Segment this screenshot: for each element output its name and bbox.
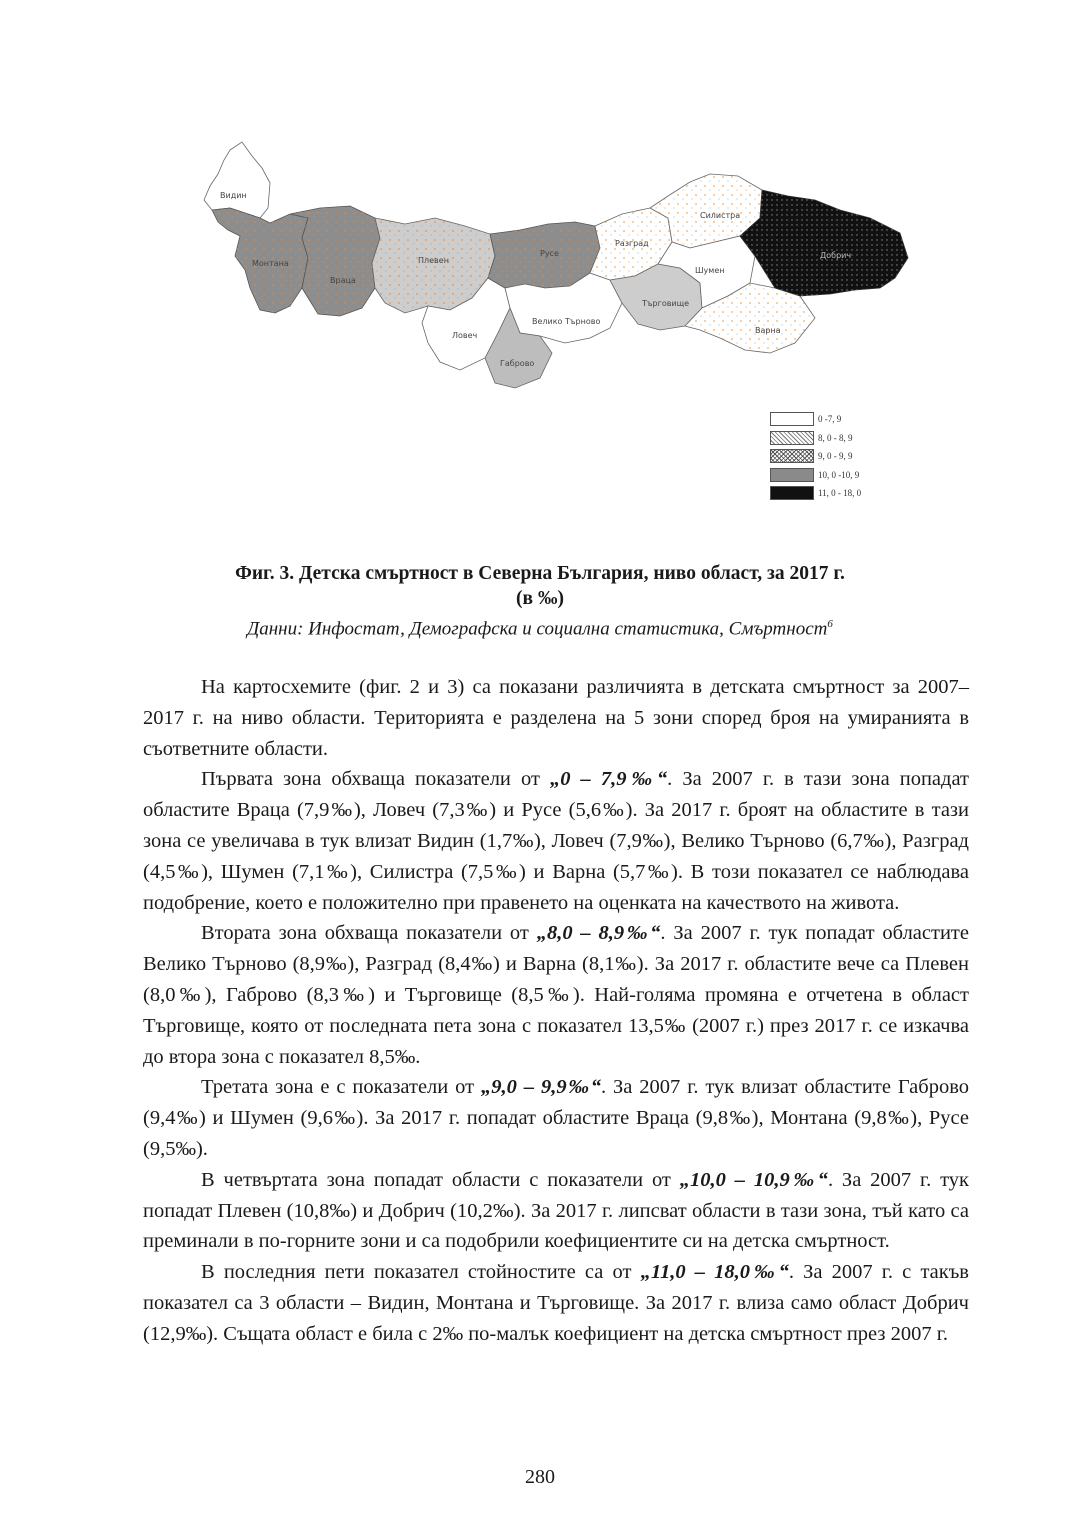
map-label-razgrad: Разград — [615, 239, 649, 248]
body-text — [143, 672, 969, 1350]
paragraph — [143, 1257, 969, 1349]
legend-swatch-hatch — [770, 431, 814, 445]
paragraph-text: Втората зона обхваща показатели от — [201, 922, 537, 945]
map-label-shumen: Шумен — [695, 266, 725, 275]
map-label-montana: Монтана — [252, 259, 289, 268]
legend-label: 8, 0 - 8, 9 — [818, 432, 853, 443]
page-number: 280 — [525, 1466, 555, 1488]
figure-caption-unit: (в ‰) — [516, 588, 564, 609]
map-label-vidin: Видин — [220, 191, 247, 200]
paragraph-text: . За 2007 г. тук попадат Плевен (10,8‰) и Добрич (10,2‰). За 2017 г. липсват области в тази зона, тъй като са преминали в по-горните зони и са подобрили коефициентите си на детска смъртност. — [143, 1168, 969, 1253]
footnote-ref: 6 — [827, 618, 833, 630]
paragraph-text: . За 2007 г. в тази зона попадат областите Враца (7,9‰), Ловеч (7,3‰) и Русе (5,6‰). За 2017 г. броят на областите в тази зона се увеличава в тук влизат Видин (1,7‰), Ловеч (7,9‰), Велико Търново (6,7‰), Разград (4,5‰), Шумен (7,1‰), Силистра (7,5‰) и Варна (5,7‰). В този показател се наблюдава подобрение, което е положително при правенето на оценката на качеството на живота. — [143, 768, 969, 914]
paragraph-text: Третата зона е с показатели от — [201, 1076, 482, 1099]
zone-range: „8,0 – 8,9‰“ — [536, 922, 661, 945]
map-label-dobrich: Добрич — [820, 251, 852, 260]
legend-swatch-white — [770, 412, 814, 426]
map-label-silistra: Силистра — [700, 211, 741, 220]
paragraph-text: . За 2007 г. тук влизат областите Габрово (9,4‰) и Шумен (9,6‰). За 2017 г. попадат областите Враца (9,8‰), Монтана (9,8‰), Русе (9,5‰). — [143, 1076, 970, 1160]
legend-item — [770, 466, 861, 485]
figure-caption-source — [0, 618, 1080, 640]
map-label-veliko-tarnovo: Велико Търново — [532, 317, 601, 326]
map-label-gabrovo: Габрово — [500, 359, 535, 368]
zone-range: „9,0 – 9,9‰“ — [481, 1076, 601, 1099]
map-label-varna: Варна — [755, 326, 781, 335]
source-text: Данни: Инфостат, Демографска и социална статистика, Смъртност — [247, 618, 828, 640]
map-label-lovech: Ловеч — [452, 331, 478, 340]
paragraph — [143, 1165, 969, 1257]
zone-range: „0 – 7,9‰“ — [549, 768, 668, 791]
legend-item — [770, 429, 861, 448]
legend-swatch-gray — [770, 468, 814, 482]
paragraph-text: Първата зона обхваща показатели от — [201, 768, 550, 791]
legend-swatch-cross — [770, 449, 814, 463]
paragraph-text: В последния пети показател стойностите са от — [201, 1261, 641, 1284]
map-label-pleven: Плевен — [418, 256, 449, 265]
legend-label: 9, 0 - 9, 9 — [818, 451, 853, 462]
choropleth-map — [190, 138, 930, 400]
legend-label: 11, 0 - 18, 0 — [818, 488, 862, 499]
map-legend — [770, 410, 861, 503]
legend-item — [770, 447, 861, 466]
zone-range: „11,0 – 18,0‰“ — [640, 1261, 789, 1284]
paragraph: На картосхемите (фиг. 2 и 3) са показани различията в детската смъртност за 2007–2017 г. на ниво области. Територията е разделена на 5 зони според броя на умиранията в съответните области. — [143, 676, 969, 760]
zone-range: „10,0 – 10,9‰“ — [679, 1168, 828, 1191]
figure-caption-title: Фиг. 3. Детска смъртност в Северна България, ниво област, за 2017 г. — [235, 563, 845, 584]
paragraph — [143, 1072, 969, 1164]
legend-item — [770, 410, 861, 429]
map-label-targovishte: Търговище — [642, 299, 690, 308]
legend-label: 0 -7, 9 — [818, 414, 842, 425]
legend-item — [770, 484, 861, 503]
paragraph-text: В четвъртата зона попадат области с показатели от — [201, 1168, 680, 1191]
paragraph-text: . За 2007 г. тук попадат областите Велико Търново (8,9‰), Разград (8,4‰) и Варна (8,1‰). За 2017 г. областите вече са Плевен (8,0‰), Габрово (8,3‰) и Търговище (8,5‰). Най-голяма промяна е отчетена в област Търговище, която от последната пета зона с показател 13,5‰ (2007 г.) през 2017 г. се изкачва до втора зона с показател 8,5‰. — [143, 922, 969, 1068]
region-vidin — [204, 142, 270, 218]
legend-swatch-black — [770, 486, 814, 500]
paragraph — [143, 764, 969, 918]
paragraph — [143, 918, 969, 1072]
map-label-vratsa: Враца — [330, 276, 356, 285]
legend-label: 10, 0 -10, 9 — [818, 469, 860, 480]
paragraph-text: . За 2007 г. с такъв показател са 3 области – Видин, Монтана и Търговище. За 2017 г. влиза само област Добрич (12,9‰). Същата област е била с 2‰ по-малък коефициент на детска смъртност през 2007 г. — [143, 1261, 969, 1345]
map-label-ruse: Русе — [540, 249, 559, 258]
